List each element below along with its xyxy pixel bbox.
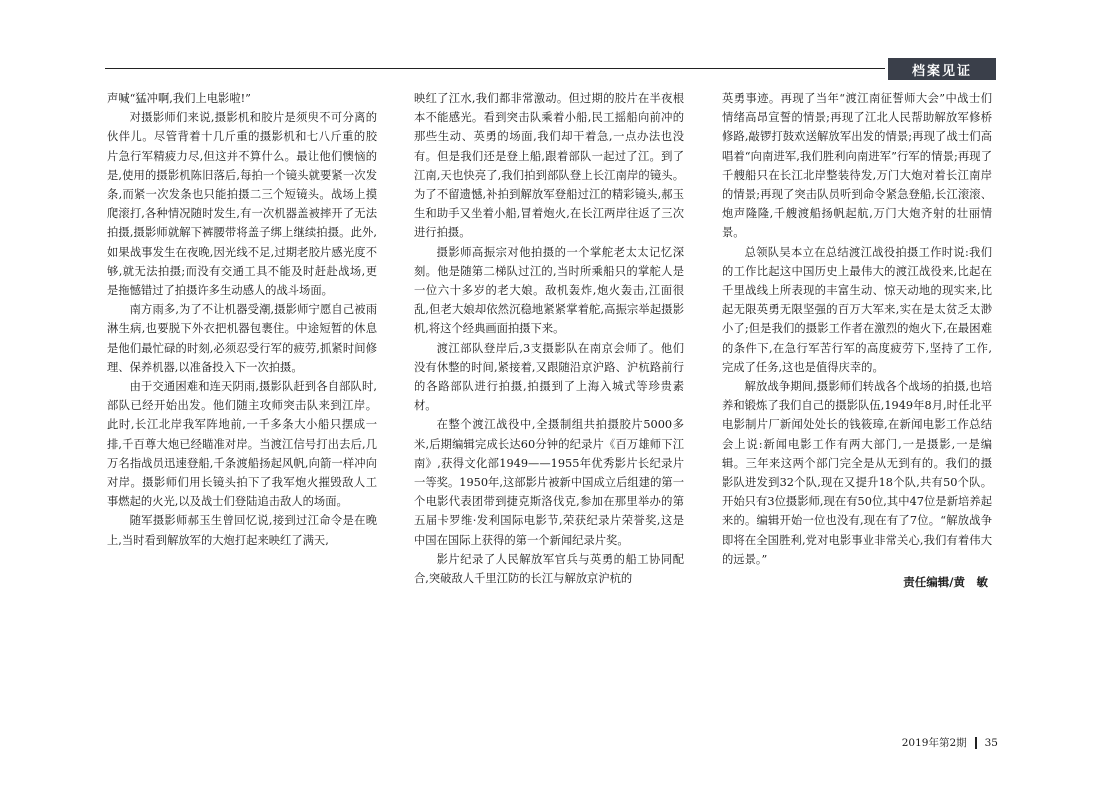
paragraph: 随军摄影师郝玉生曾回忆说,接到过江命令是在晚上,当时看到解放军的大炮打起来映红了满天, (107, 514, 377, 547)
paragraph: 英勇事迹。再现了当年“渡江南征誓师大会”中战士们情绪高昂宣誓的情景;再现了江北人民帮助解放军修桥修路,敲锣打鼓欢送解放军出发的情景;再现了战士们高唱着“向南进军,我们胜利向南进军”行军的情景;再现了千艘船只在长江北岸整装待发,万门大炮对着长江南岸的情景;再现了突击队员听到命令紧急登船,长江滚滚、炮声隆隆,千艘渡船扬帆起航,万门大炮齐射的壮丽情景。 (722, 92, 992, 240)
issue-label: 2019年第2期 (901, 737, 967, 749)
paragraph: 影片纪录了人民解放军官兵与英勇的船工协同配合,突破敌人千里江防的长江与解放京沪杭的 (414, 552, 684, 586)
text-column-2 (414, 89, 684, 588)
page-number: 35 (984, 736, 998, 749)
text-column-3 (722, 89, 992, 592)
header-rule (105, 68, 885, 69)
footer-divider (975, 737, 977, 749)
text-column-1 (107, 89, 377, 550)
page-footer (902, 735, 998, 750)
paragraph: 映红了江水,我们都非常激动。但过期的胶片在半夜根本不能感光。看到突击队乘着小船,民工摇船向前冲的那些生动、英勇的场面,我们却干着急,一点办法也没有。但是我们还是登上船,跟着部队一起过了江。到了江南,天也快亮了,我们拍到部队登上长江南岸的镜头。为了不留遗憾,补拍到解放军登船过江的精彩镜头,郝玉生和助手又坐着小船,冒着炮火,在长江两岸往返了三次进行拍摄。 (414, 92, 684, 240)
paragraph: 由于交通困难和连天阴雨,摄影队赶到各自部队时,部队已经开始出发。他们随主攻师突击队来到江岸。此时,长江北岸我军阵地前,一千多条大小船只摆成一排,千百尊大炮已经瞄准对岸。当渡江信号打出去后,几万名指战员迅速登船,千条渡船扬起风帆,向箭一样冲向对岸。摄影师们用长镜头拍下了我军炮火摧毁敌人工事燃起的火光,以及战士们登陆追击敌人的场面。 (107, 380, 377, 509)
paragraph: 在整个渡江战役中,全摄制组共拍摄胶片5000多米,后期编辑完成长达60分钟的纪录片《百万雄师下江南》,获得文化部1949——1955年优秀影片长纪录片一等奖。1950年,这部影片被新中国成立后组建的第一个电影代表团带到捷克斯洛伐克,参加在那里举办的第五届卡罗维·发利国际电影节,荣获纪录片荣誉奖,这是中国在国际上获得的第一个新闻纪录片奖。 (414, 418, 684, 547)
paragraph: 对摄影师们来说,摄影机和胶片是须臾不可分离的伙伴儿。尽管背着十几斤重的摄影机和七八斤重的胶片急行军精疲力尽,但这并不算什么。最让他们懊恼的是,使用的摄影机陈旧落后,每拍一个镜头就要紧一次发条,而紧一次发条也只能拍摄二三个短镜头。战场上摸爬滚打,各种情况随时发生,有一次机器盖被摔开了无法拍摄,摄影师就解下裤腰带将盖子绑上继续拍摄。此外,如果战事发生在夜晚,因光线不足,过期老胶片感光度不够,就无法拍摄;而没有交通工具不能及时赶赴战场,更是拖憾错过了拍摄许多生动感人的战斗场面。 (107, 111, 377, 298)
paragraph: 南方雨多,为了不让机器受潮,摄影师宁愿自己被雨淋生病,也要脱下外衣把机器包裹住。中途短暂的休息是他们最忙碌的时刻,必须忍受行军的疲劳,抓紧时间修理、保养机器,以准备投入下一次拍摄。 (107, 303, 377, 374)
paragraph: 摄影师高振宗对他拍摄的一个掌舵老太太记忆深刻。他是随第二梯队过江的,当时所乘船只的掌舵人是一位六十多岁的老大娘。敌机轰炸,炮火轰击,江面很乱,但老大娘却依然沉稳地紧紧掌着舵,高振宗举起摄影机,将这个经典画面拍摄下来。 (414, 245, 684, 336)
paragraph: 渡江部队登岸后,3支摄影队在南京会师了。他们没有休整的时间,紧接着,又跟随沿京沪路、沪杭路前行的各路部队进行拍摄,拍摄到了上海入城式等珍贵素材。 (414, 341, 684, 413)
section-tag: 档案见证 (888, 58, 996, 80)
paragraph: 解放战争期间,摄影师们转战各个战场的拍摄,也培养和锻炼了我们自己的摄影队伍,1949年8月,时任北平电影制片厂新闻处处长的钱筱璋,在新闻电影工作总结会上说:新闻电影工作有两大部门,一是摄影,一是编辑。三年来这两个部门完全是从无到有的。我们的摄影队进发到32个队,现在又提升18个队,共有50个队。开始只有3位摄影师,现在有50位,其中47位是新培养起来的。编辑开始一位也没有,现在有了7位。“解放战争即将在全国胜利,党对电影事业非常关心,我们有着伟大的远景。” (722, 380, 992, 566)
paragraph: 声喊“猛冲啊,我们上电影啦!” (107, 92, 251, 105)
responsible-editor: 责任编辑/黄 敏 (903, 575, 988, 590)
paragraph: 总领队吴本立在总结渡江战役拍摄工作时说:我们的工作比起这中国历史上最伟大的渡江战役来,比起在千里战线上所表现的丰富生动、惊天动地的现实来,比起无限英勇无限坚强的百万大军来,实在是太贫乏太渺小了;但是我们的摄影工作者在激烈的炮火下,在最困难的条件下,在急行军苦行军的高度疲劳下,坚持了工作,完成了任务,这也是值得庆幸的。 (722, 245, 992, 374)
